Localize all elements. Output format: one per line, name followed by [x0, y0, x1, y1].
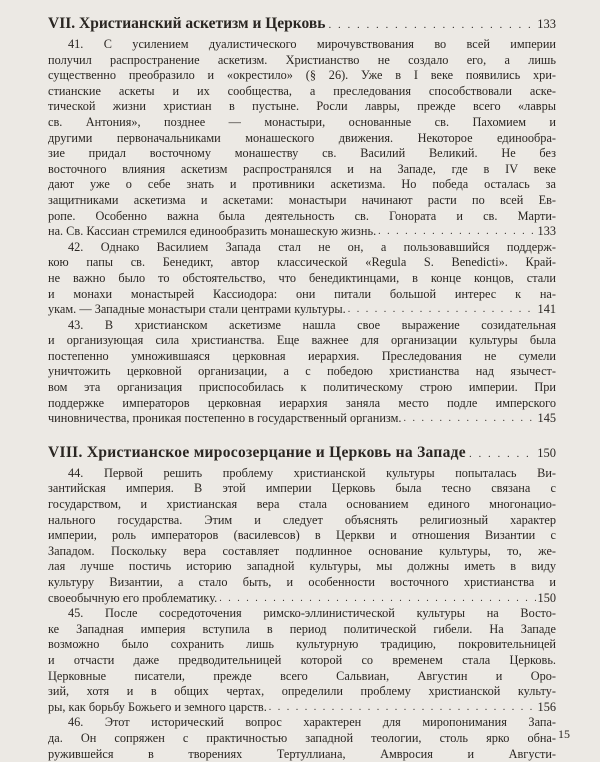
text-line: вом эта организация приспособилась к политическому строю империи. При — [48, 380, 556, 395]
text-line: не важно было то обстоятельство, что бенедиктинцами, в конце концов, стали — [48, 270, 556, 285]
text-line: лая лучше постичь историю западной культуры, мы должны иметь в виду — [48, 559, 556, 574]
text-line: 43. В христианском аскетизме нашла свое выражение созидательная — [68, 317, 556, 332]
text-line: существенно преобразило и «окрестило» (§ 26). Уже в I веке появились хри- — [48, 68, 556, 83]
leader-line — [48, 700, 556, 716]
text-line: 42. Однако Василием Запада стал не он, а пользовавшийся поддерж- — [68, 239, 556, 254]
text-line: кою папы св. Бенедикт, автор классической «Regula S. Benedicti». Край- — [48, 255, 556, 270]
text-line: государством, и христианская вера стала основанием единого многонацио- — [48, 497, 556, 512]
paragraph-46 — [48, 715, 556, 762]
paragraph-page-number: 141 — [537, 302, 556, 317]
paragraph-page-number: 156 — [537, 699, 556, 714]
text-line: постепенно умножившаяся церковная иерархия. Преследования не сумели — [48, 348, 556, 363]
text-line: Церковные писатели, прежде всего Сальвиан, Августин и Оро- — [48, 668, 556, 683]
text-line: защитниками аскетизма и аскетами: монастыри начинают расти по всей Ев- — [48, 192, 556, 207]
section-page-number: 133 — [537, 17, 556, 31]
text-line: 46. Этот исторический вопрос характерен для миропонимания Запа- — [68, 715, 556, 730]
text-line: ры, как борьбу Божьего и земного царств. — [48, 699, 267, 714]
dot-leader — [219, 591, 535, 607]
text-line: чиновничества, проникая постепенно в государственный организм. — [48, 411, 402, 426]
text-line: уничтожить церковной организации, а с победою христианства над язычест- — [48, 364, 556, 379]
text-line: на. Св. Кассиан стремился единообразить монашескую жизнь. — [48, 224, 377, 239]
section-title: VII. Христианский аскетизм и Церковь — [48, 15, 326, 32]
page-folio-number: 15 — [558, 727, 570, 741]
text-line: восточного влияния аскетизм распространялся и на Западе, где в IV веке — [48, 161, 556, 176]
text-line: да. Он сопряжен с практичностью западной теологии, столь ярко обна- — [48, 730, 556, 745]
leader-line — [48, 302, 556, 318]
text-line: тической жизни христиан в пустыне. Росли лавры, прежде всего «лавры — [48, 99, 556, 114]
paragraph-44 — [48, 466, 556, 606]
section-page-number: 150 — [537, 445, 556, 460]
text-line: своеобычную его проблематику. — [48, 590, 218, 605]
paragraph-page-number: 133 — [537, 224, 556, 239]
text-line: 44. Первой решить проблему христианской культуры попыталась Ви- — [68, 465, 556, 480]
text-line: и организующая сила христианства. Еще важнее для организации культуры была — [48, 333, 556, 348]
section-title: VIII. Христианское миросозерцание и Церковь на Западе — [48, 443, 466, 461]
section-spacer — [48, 427, 556, 437]
dot-leader — [269, 700, 536, 716]
dot-leader — [378, 224, 535, 240]
leader-line — [48, 411, 556, 427]
text-line: поддержке императоров церковная иерархия заняла место подле имперского — [48, 395, 556, 410]
section-heading-viii — [48, 443, 556, 464]
dot-leader — [469, 444, 534, 464]
text-line: стианские аскеты и их сообщества, а преследования способствовали аске- — [48, 83, 556, 98]
leader-line — [48, 591, 556, 607]
text-line: империи, роль императоров (василевсов) в Церкви и отношения Византии с — [48, 528, 556, 543]
text-line: другими первоначальниками монашеского движения. Некоторое единообра- — [48, 130, 556, 145]
dot-leader — [348, 302, 536, 318]
text-line: зий, хотя и в общих чертах, определили проблему христианской культу- — [48, 684, 556, 699]
text-line: нального государства. Этим и следует объяснять религиозный характер — [48, 512, 556, 527]
text-line: зантийская империя. В этой империи Церковь была тесно связана с — [48, 481, 556, 496]
paragraph-41 — [48, 37, 556, 240]
text-line: и монахи монастырей Кассиодора: они питали большой интерес к на- — [48, 286, 556, 301]
text-line: 41. С усилением дуалистического мирочувствования во всей империи — [68, 37, 556, 51]
text-line: Западом. Поскольку вера составляет подлинное основание культуры, то, же- — [48, 543, 556, 558]
section-heading-vii — [48, 14, 556, 35]
text-line: получил распространение аскетизм. Христианство не создало его, а лишь — [48, 52, 556, 67]
text-line: 45. После сосредоточения римско-эллинистической культуры на Восто- — [68, 606, 556, 621]
dot-leader — [328, 15, 534, 35]
leader-line — [48, 224, 556, 240]
text-line: ружившейся в творениях Тертуллиана, Амвросия и Августи- — [48, 746, 556, 761]
paragraph-page-number: 150 — [537, 590, 556, 605]
text-line: и отчасти даже предводительницей которой со временем стала Церковь. — [48, 652, 556, 667]
text-line: культуру Византии, а стало быть, и особенности восточного христианства и — [48, 575, 556, 589]
paragraph-43 — [48, 318, 556, 427]
text-line: укам. — Западные монастыри стали центрами культуры. — [48, 302, 346, 317]
text-line: ропе. Особенно важна была деятельность св. Гонората и св. Марти- — [48, 208, 556, 223]
text-line: дают уже о себе знать и противники аскетизма. Но победа осталась за — [48, 177, 556, 192]
text-line: зие придал восточному монашеству св. Василий Великий. Не без — [48, 146, 556, 161]
paragraph-45 — [48, 606, 556, 715]
text-line: св. Антония», позднее — монастыри, основанные св. Пахомием и — [48, 114, 556, 129]
paragraph-42 — [48, 240, 556, 318]
dot-leader — [403, 411, 535, 427]
text-line: возможно было сохранить лишь культурную традицию, покровительницей — [48, 637, 556, 652]
paragraph-page-number: 145 — [537, 411, 556, 426]
text-line: ке Западная империя вступила в период политической гибели. На Западе — [48, 621, 556, 636]
